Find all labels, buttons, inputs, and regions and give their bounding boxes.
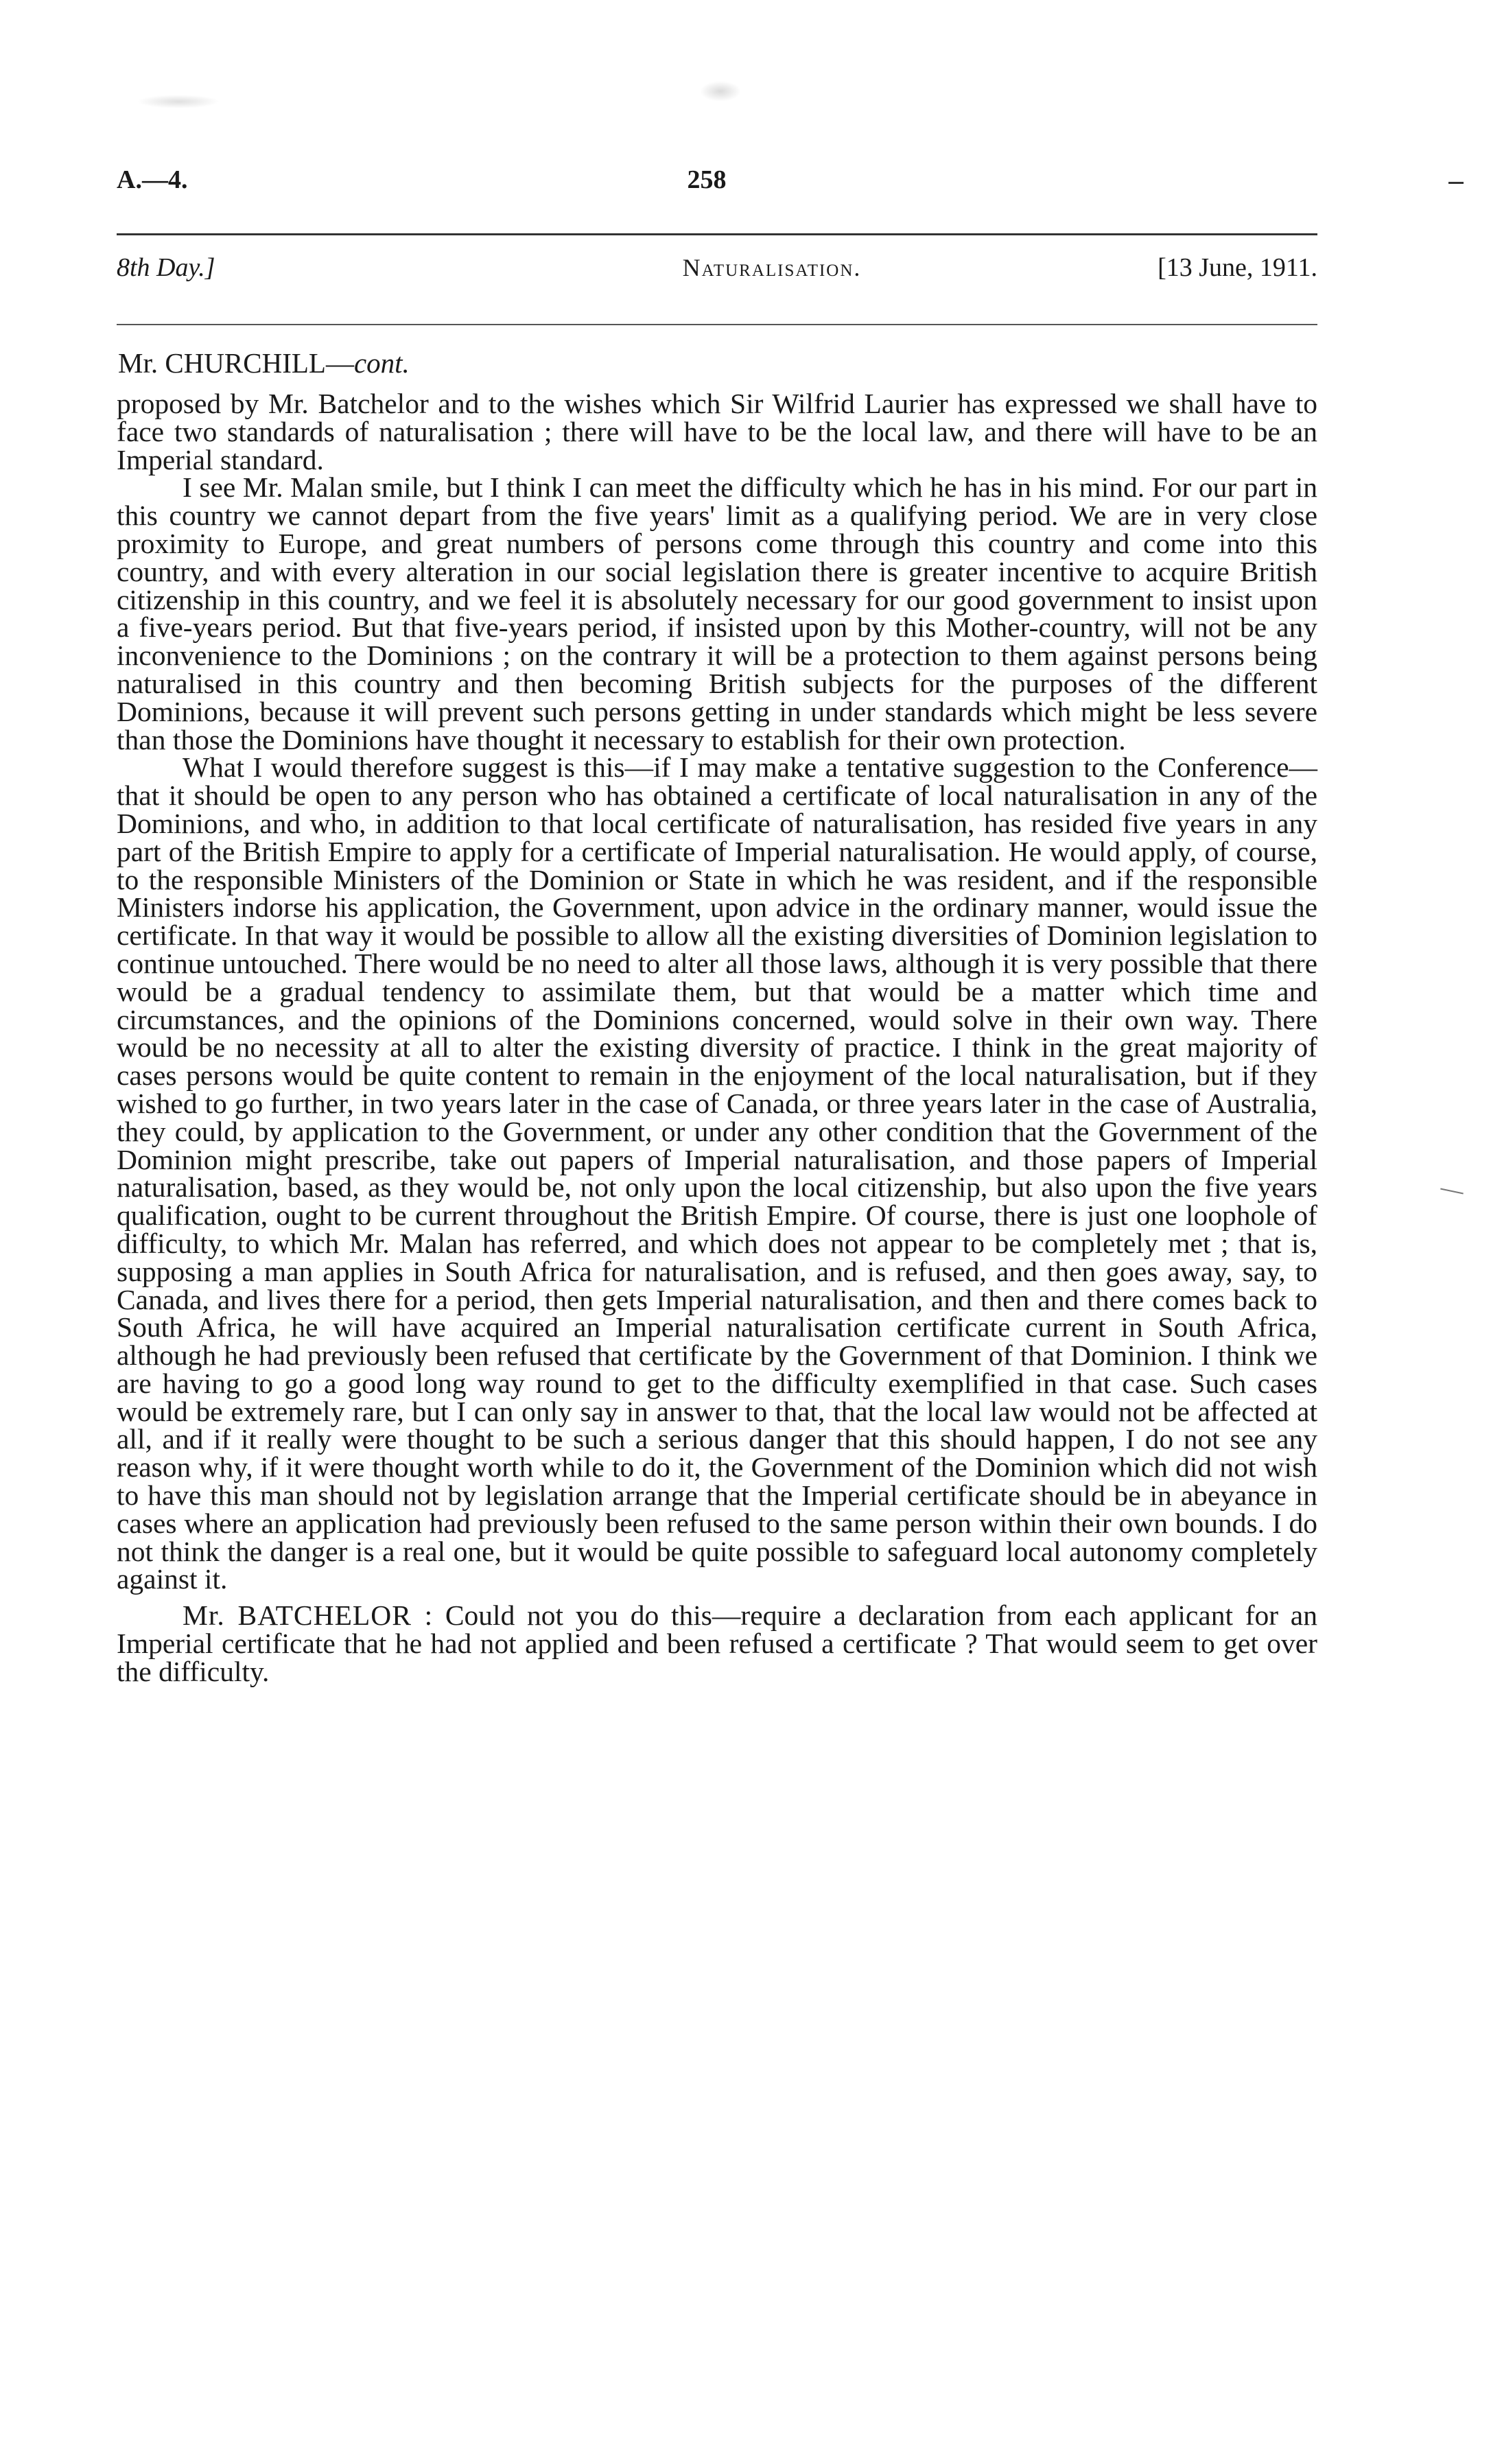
section-header — [117, 253, 1317, 283]
continued-label: cont. — [353, 347, 410, 379]
speech-body — [117, 390, 1317, 1686]
date-label: [13 June, 1911. — [1158, 253, 1317, 282]
header-rule — [117, 233, 1317, 235]
paragraph: proposed by Mr. Batchelor and to the wishes which Sir Wilfrid Laurier has expressed we shall have to face two standards of naturalisation ; there will have to be the local law, and there will have to be an Imperial standard. — [117, 388, 1317, 476]
margin-mark — [1440, 1188, 1464, 1194]
reply-speaker: Mr. BATCHELOR : — [183, 1599, 434, 1632]
topic-title: Naturalisation. — [682, 254, 862, 281]
margin-mark — [1448, 182, 1464, 184]
day-label: 8th Day.] — [117, 253, 215, 282]
reply-paragraph — [117, 1601, 1317, 1685]
paragraph: I see Mr. Malan smile, but I think I can meet the difficulty which he has in his mind. For our part in this country we cannot depart from the five years' limit as a qualifying period. We are in very close proximity to Europe, and great numbers of persons come through this country and come into this country, and with every alteration in our social legislation there is greater incentive to acquire British citizenship in this country, and we feel it is absolutely necessary for our good government to insist upon a five-years period. But that five-years period, if insisted upon by this Mother-country, will not be any inconvenience to the Dominions ; on the contrary it will be a protection to them against persons being naturalised in this country and then becoming British subjects for the purposes of the different Dominions, because it will prevent such persons getting in under standards which might be less severe than those the Dominions have thought it necessary to establish for their own protection. — [117, 471, 1317, 755]
page-smudge — [700, 81, 741, 102]
page-smudge — [137, 95, 220, 108]
reply-text: Could not you do this—require a declaration from each applicant for an Imperial certificate that he had not applied and been refused a certificate ? That would seem to get over the difficulty. — [117, 1599, 1317, 1687]
speaker-name: Mr. CHURCHILL— — [118, 347, 354, 379]
paragraph: What I would therefore suggest is this—if I may make a tentative suggestion to the Conference—that it should be open to any person who has obtained a certificate of local naturalisation in any of the Dominions, and who, in addition to that local certificate of naturalisation, has resided five years in any part of the British Empire to apply for a certificate of Imperial naturalisation. He would apply, of course, to the responsible Ministers of the Dominion or State in which he was resident, and if the responsible Ministers indorse his application, the Government, upon advice in the ordinary manner, would issue the certificate. In that way it would be possible to allow all the existing diversities of Dominion legislation to continue untouched. There would be no need to alter all those laws, although it is very possible that there would be a gradual tendency to assimilate them, but that would be a matter which time and circumstances, and the opinions of the Dominions concerned, would solve in their own way. There would be no necessity at all to alter the existing diversity of practice. I think in the great majority of cases persons would be quite content to remain in the enjoyment of the local naturalisation, but if they wished to go further, in two years later in the case of Canada, or three years later in the case of Australia, they could, by application to the Government, or under any other condition that the Government of the Dominion might prescribe, take out papers of Imperial naturalisation, and those papers of Imperial naturalisation, based, as they would be, not only upon the local citizenship, but also upon the five years qualification, ought to be current throughout the British Empire. Of course, there is just one loophole of difficulty, to which Mr. Malan has referred, and which does not appear to be completely met ; that is, supposing a man applies in South Africa for naturalisation, and is refused, and then goes away, say, to Canada, and lives there for a period, then gets Imperial naturalisation, and then and there comes back to South Africa, he will have acquired an Imperial naturalisation certificate current in South Africa, although he had previously been refused that certificate by the Government of that Dominion. I think we are having to go a good long way round to get to the difficulty exemplified in that case. Such cases would be extremely rare, but I can only say in answer to that, that the local law would not be affected at all, and if it really were thought to be such a serious danger that this should happen, I do not see any reason why, if it were thought worth while to do it, the Government of the Dominion which did not wish to have this man should not by legislation arrange that the Imperial certificate should be in abeyance in cases where an application had previously been refused to the same person within their own bounds. I do not think the danger is a real one, but it would be quite possible to safeguard local autonomy completely against it. — [117, 751, 1317, 1595]
running-header — [117, 165, 1317, 195]
speaker-heading — [118, 347, 410, 379]
document-reference: A.—4. — [117, 165, 188, 194]
page-number: 258 — [687, 165, 727, 194]
section-rule — [117, 324, 1317, 325]
